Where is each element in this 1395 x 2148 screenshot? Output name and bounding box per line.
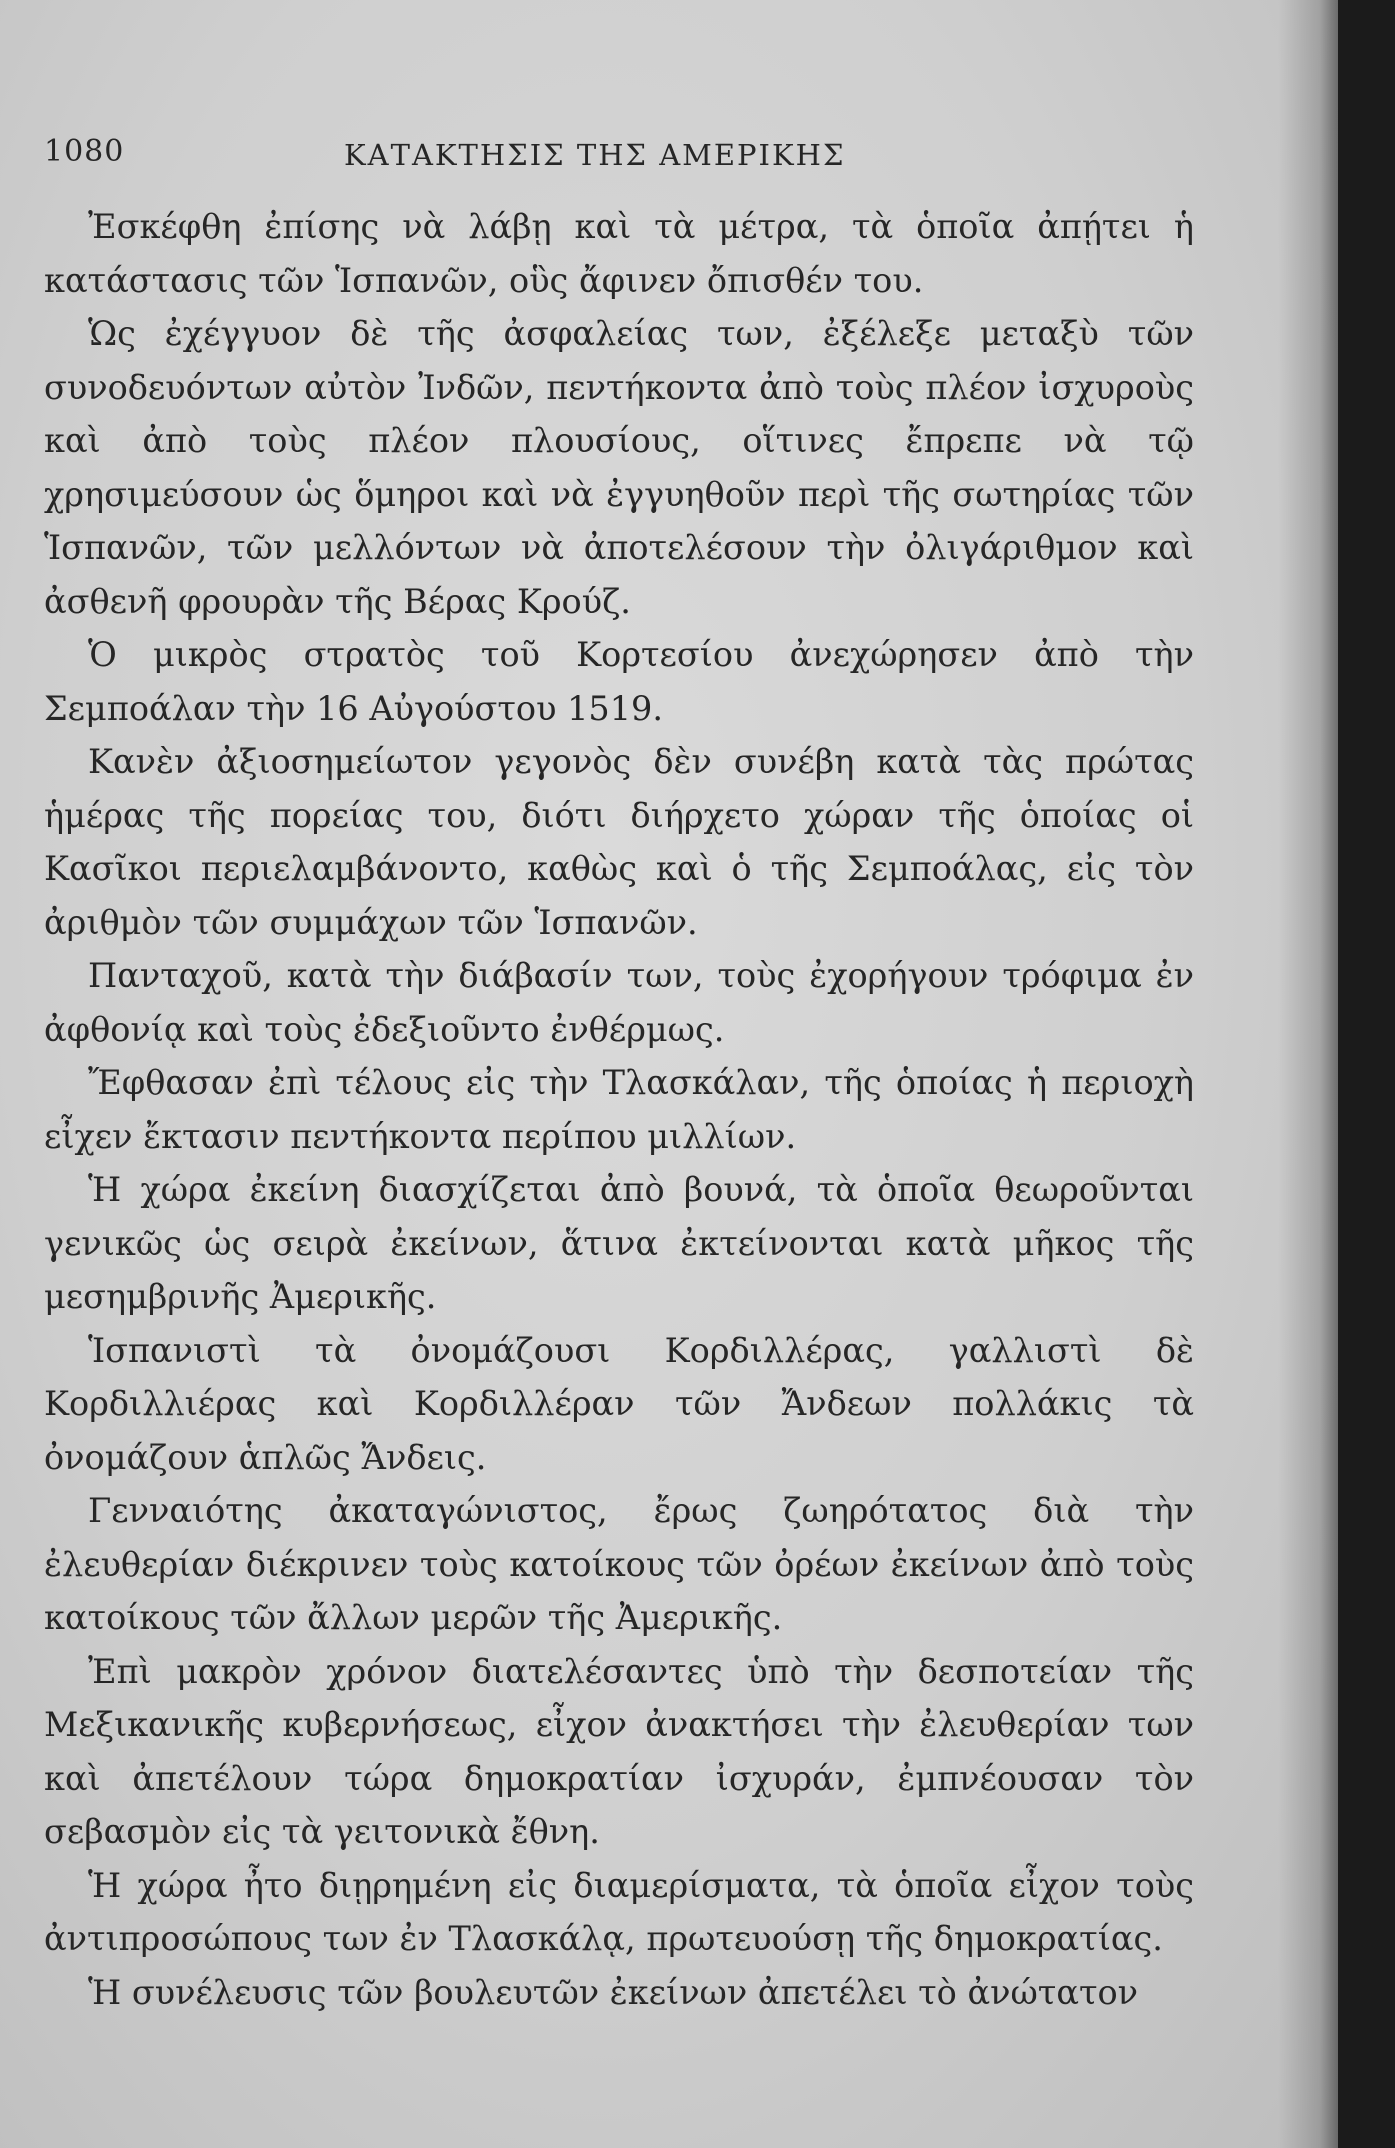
- paragraph: Ἱσπανιστὶ τὰ ὀνομάζουσι Κορδιλλέρας, γαλλιστὶ δὲ Κορδιλλιέρας καὶ Κορδιλλέραν τῶν Ἄνδεων πολλάκις τὰ ὀνομάζουν ἁπλῶς Ἄνδεις.: [44, 1330, 1194, 1477]
- paragraph: Ὁ μικρὸς στρατὸς τοῦ Κορτεσίου ἀνεχώρησεν ἀπὸ τὴν Σεμποάλαν τὴν 16 Αὐγούστου 1519.: [44, 635, 1194, 728]
- page-edge-shadow: [1278, 0, 1338, 2148]
- running-title: ΚΑΤΑΚΤΗΣΙΣ ΤΗΣ ΑΜΕΡΙΚΗΣ: [344, 138, 846, 172]
- paragraph: Ἡ χώρα ἦτο διῃρημένη εἰς διαμερίσματα, τὰ ὁποῖα εἶχον τοὺς ἀντιπροσώπους των ἐν Τλασκάλᾳ, πρωτευούσῃ τῆς δημοκρατίας.: [44, 1865, 1194, 1958]
- paragraph: Ἐπὶ μακρὸν χρόνον διατελέσαντες ὑπὸ τὴν δεσποτείαν τῆς Μεξικανικῆς κυβερνήσεως, εἶχον ἀνακτήσει τὴν ἐλευθερίαν των καὶ ἀπετέλουν τώρα δημοκρατίαν ἰσχυράν, ἐμπνέουσαν τὸν σεβασμὸν εἰς τὰ γειτονικὰ ἔθνη.: [44, 1651, 1194, 1851]
- page-number: 1080: [44, 134, 125, 169]
- paragraph: Κανὲν ἀξιοσημείωτον γεγονὸς δὲν συνέβη κατὰ τὰς πρώτας ἡμέρας τῆς πορείας του, διότι διήρχετο χώραν τῆς ὁποίας οἱ Κασῖκοι περιελαμβάνοντο, καθὼς καὶ ὁ τῆς Σεμποάλας, εἰς τὸν ἀριθμὸν τῶν συμμάχων τῶν Ἱσπανῶν.: [44, 742, 1194, 942]
- paragraph: Ὡς ἐχέγγυον δὲ τῆς ἀσφαλείας των, ἐξέλεξε μεταξὺ τῶν συνοδευόντων αὐτὸν Ἰνδῶν, πεντήκοντα ἀπὸ τοὺς πλέον ἰσχυροὺς καὶ ἀπὸ τοὺς πλέον πλουσίους, οἵτινες ἔπρεπε νὰ τῷ χρησιμεύσουν ὡς ὅμηροι καὶ νὰ ἐγγυηθοῦν περὶ τῆς σωτηρίας τῶν Ἱσπανῶν, τῶν μελλόντων νὰ ἀποτελέσουν τὴν ὀλιγάριθμον καὶ ἀσθενῆ φρουρὰν τῆς Βέρας Κρούζ.: [44, 314, 1194, 621]
- paragraph: Ἐσκέφθη ἐπίσης νὰ λάβῃ καὶ τὰ μέτρα, τὰ ὁποῖα ἀπῄτει ἡ κατάστασις τῶν Ἱσπανῶν, οὓς ἄφινεν ὄπισθέν του.: [44, 207, 1194, 300]
- paragraph: Πανταχοῦ, κατὰ τὴν διάβασίν των, τοὺς ἐχορήγουν τρόφιμα ἐν ἀφθονίᾳ καὶ τοὺς ἐδεξιοῦντο ἐνθέρμως.: [44, 956, 1194, 1049]
- body-text: [44, 200, 1194, 2019]
- paragraph: Ἡ συνέλευσις τῶν βουλευτῶν ἐκείνων ἀπετέλει τὸ ἀνώτατον: [88, 1972, 1139, 2012]
- paragraph: Γενναιότης ἀκαταγώνιστος, ἔρως ζωηρότατος διὰ τὴν ἐλευθερίαν διέκρινεν τοὺς κατοίκους τῶν ὀρέων ἐκείνων ἀπὸ τοὺς κατοίκους τῶν ἄλλων μερῶν τῆς Ἀμερικῆς.: [44, 1491, 1194, 1637]
- paragraph: Ἡ χώρα ἐκείνη διασχίζεται ἀπὸ βουνά, τὰ ὁποῖα θεωροῦνται γενικῶς ὡς σειρὰ ἐκείνων, ἅτινα ἐκτείνονται κατὰ μῆκος τῆς μεσημβρινῆς Ἀμερικῆς.: [44, 1170, 1194, 1316]
- paragraph: Ἔφθασαν ἐπὶ τέλους εἰς τὴν Τλασκάλαν, τῆς ὁποίας ἡ περιοχὴ εἶχεν ἔκτασιν πεντήκοντα περίπου μιλλίων.: [44, 1063, 1194, 1156]
- running-head: [44, 134, 1284, 184]
